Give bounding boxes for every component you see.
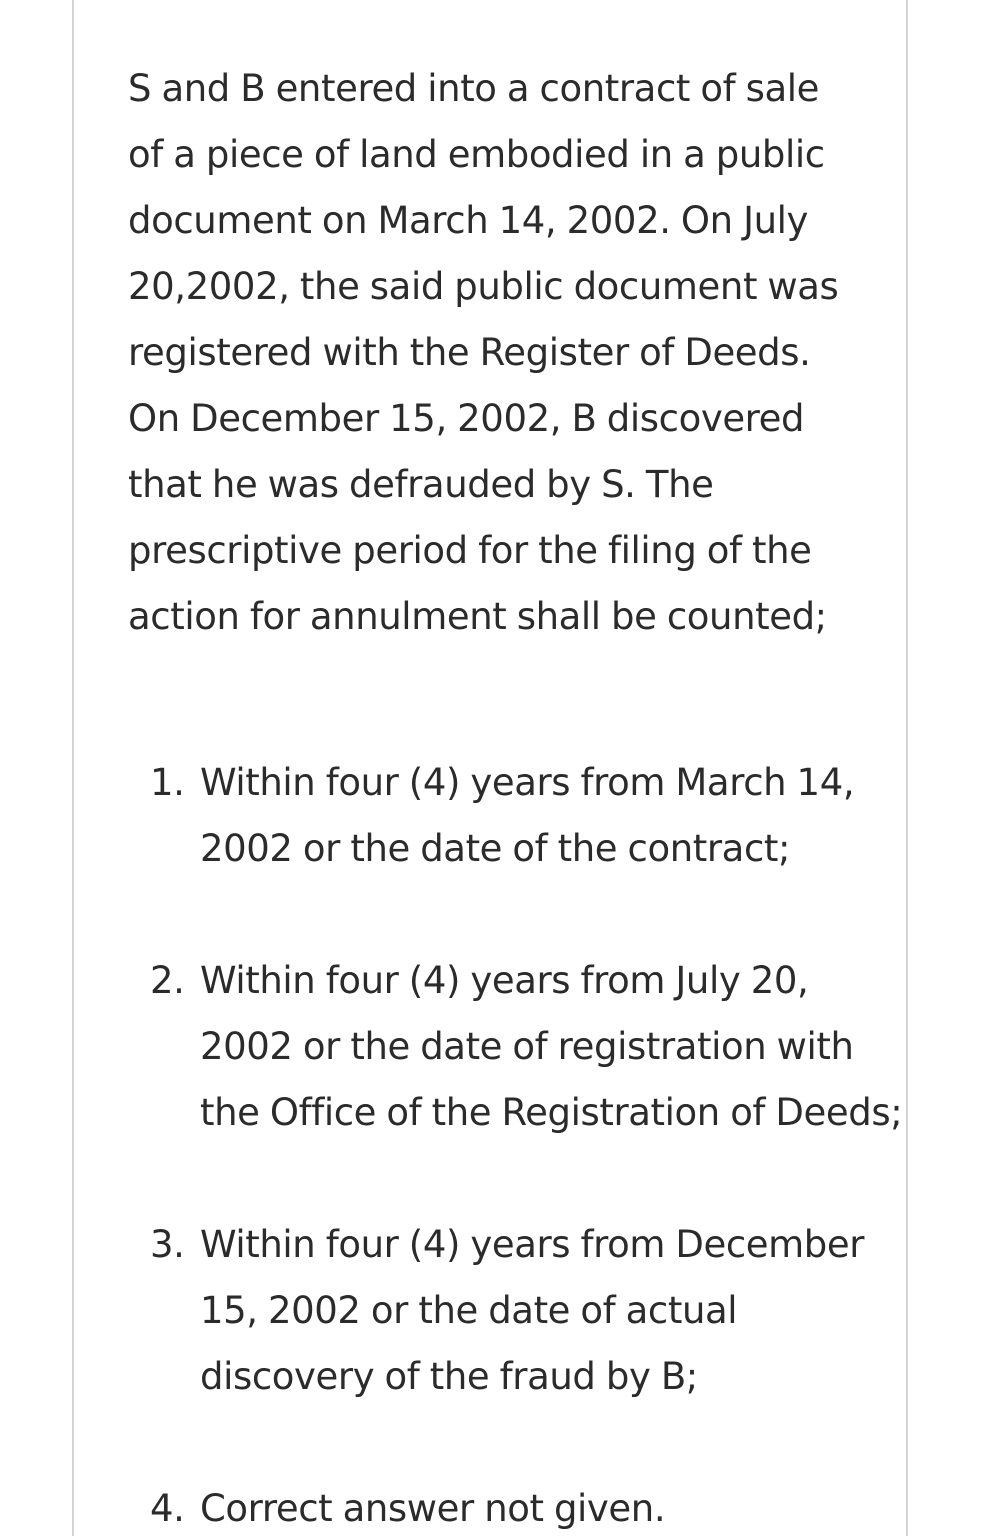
answer-option-2[interactable] — [150, 948, 910, 1146]
option-number: 2. — [150, 959, 185, 1002]
option-text: Within four (4) years from March 14, 2002 or the date of the contract; — [200, 761, 855, 870]
option-number: 1. — [150, 761, 185, 804]
question-text: S and B entered into a contract of sale of a piece of land embodied in a public document on March 14, 2002. On July 20,2002, the said public document was registered with the Register of Deeds. On December 15, 2002, B discovered that he was defrauded by S. The prescriptive period for the filing of the action for annulment shall be counted; — [128, 67, 839, 638]
option-text: Within four (4) years from December 15, 2002 or the date of actual discovery of the fraud by B; — [200, 1223, 865, 1398]
answer-option-3[interactable] — [150, 1212, 910, 1410]
option-number: 4. — [150, 1487, 185, 1530]
answer-option-1[interactable] — [150, 750, 910, 882]
option-number: 3. — [150, 1223, 185, 1266]
option-text: Correct answer not given. — [200, 1487, 666, 1530]
option-text: Within four (4) years from July 20, 2002 or the date of registration with the Office of the Registration of Deeds; — [200, 959, 903, 1134]
answer-option-4[interactable] — [150, 1476, 910, 1536]
